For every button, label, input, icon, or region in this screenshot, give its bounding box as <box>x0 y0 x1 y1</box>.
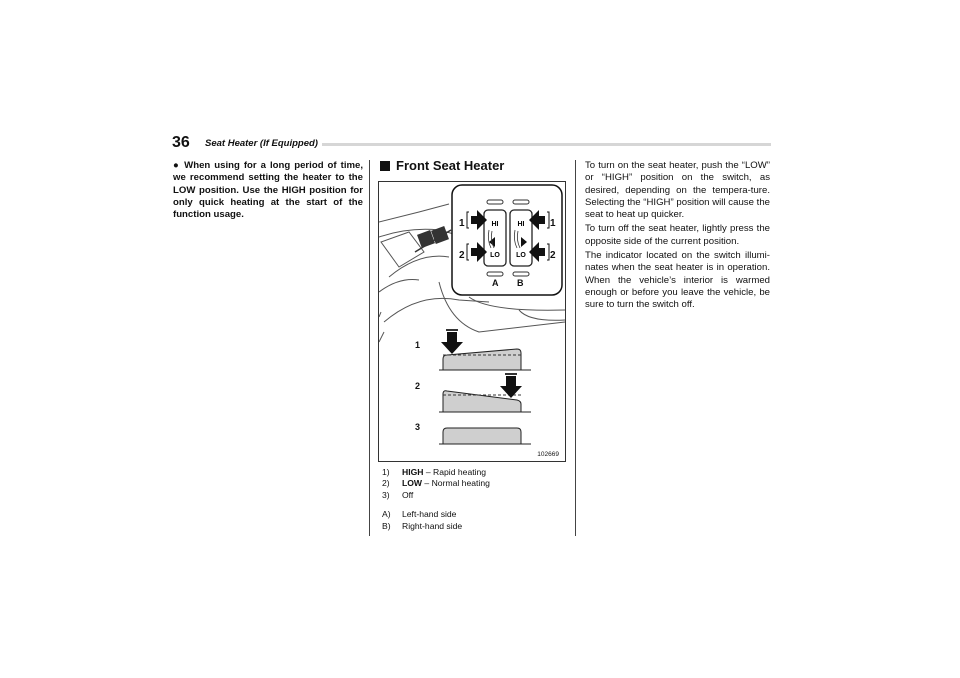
callout-2-right: 2 <box>550 250 556 261</box>
section-title: Front Seat Heater <box>396 158 505 173</box>
section-heading <box>380 158 504 173</box>
figure-number: 102669 <box>537 451 559 458</box>
callout-2-left: 2 <box>459 250 465 261</box>
state-label-3: 3 <box>415 422 421 432</box>
state-3-diagram <box>439 428 531 444</box>
column-divider-left <box>369 160 370 536</box>
legend-side-item: A) Left-hand side <box>382 509 457 520</box>
page-number: 36 <box>172 134 190 151</box>
legend-item: 2) LOW – Normal heating <box>382 478 490 489</box>
legend-item: 1) HIGH – Rapid heating <box>382 467 487 477</box>
lo-label-left: LO <box>490 252 500 259</box>
callout-1-right: 1 <box>550 218 556 229</box>
callout-side-b: B <box>517 278 524 288</box>
right-column <box>585 160 770 314</box>
note-text: When using for a long period of time, we recommend setting the heater to the LOW position. Use the HIGH position for only quick heating at the start of the function usage. <box>173 160 364 221</box>
section-header-title: Seat Heater (If Equipped) <box>205 138 318 149</box>
callout-1-left: 1 <box>459 218 465 229</box>
paragraph: To turn off the seat heater, lightly press the opposite side of the current position. <box>585 223 770 247</box>
state-label-2: 2 <box>415 381 421 391</box>
state-2-diagram <box>439 373 531 412</box>
left-seat-switch <box>484 200 506 276</box>
seat-heater-figure <box>378 181 566 462</box>
bullet-icon: ● <box>173 160 181 171</box>
hi-label-right: HI <box>517 221 525 228</box>
figure-legend <box>382 467 490 532</box>
right-seat-switch <box>510 200 532 276</box>
left-column-note <box>173 160 363 221</box>
callout-side-a: A <box>492 278 499 288</box>
page-header <box>172 134 772 154</box>
paragraph: To turn on the seat heater, push the “LOW” or “HIGH” position on the switch, as desired, depending on the tempera-ture. Selecting the “HIGH” position will cause the seat to heat up quicker. <box>585 160 770 221</box>
state-1-diagram <box>439 329 531 370</box>
section-square-icon <box>380 161 390 171</box>
zoom-inset <box>452 185 562 295</box>
lo-label-right: LO <box>516 252 526 259</box>
legend-side-item: B) Right-hand side <box>382 520 463 531</box>
hi-label-left: HI <box>491 221 499 228</box>
figure-drawing <box>379 182 565 461</box>
header-rule <box>322 143 771 146</box>
press-arrow-state-1-icon <box>441 332 463 354</box>
column-divider-right <box>575 160 576 536</box>
legend-item: 3) Off <box>382 489 414 500</box>
state-label-1: 1 <box>415 340 421 350</box>
paragraph: The indicator located on the switch illumi-nates when the seat heater is in operation. When the vehicle’s interior is warmed enough or before you leave the vehicle, be sure to turn the switch off. <box>585 250 770 311</box>
